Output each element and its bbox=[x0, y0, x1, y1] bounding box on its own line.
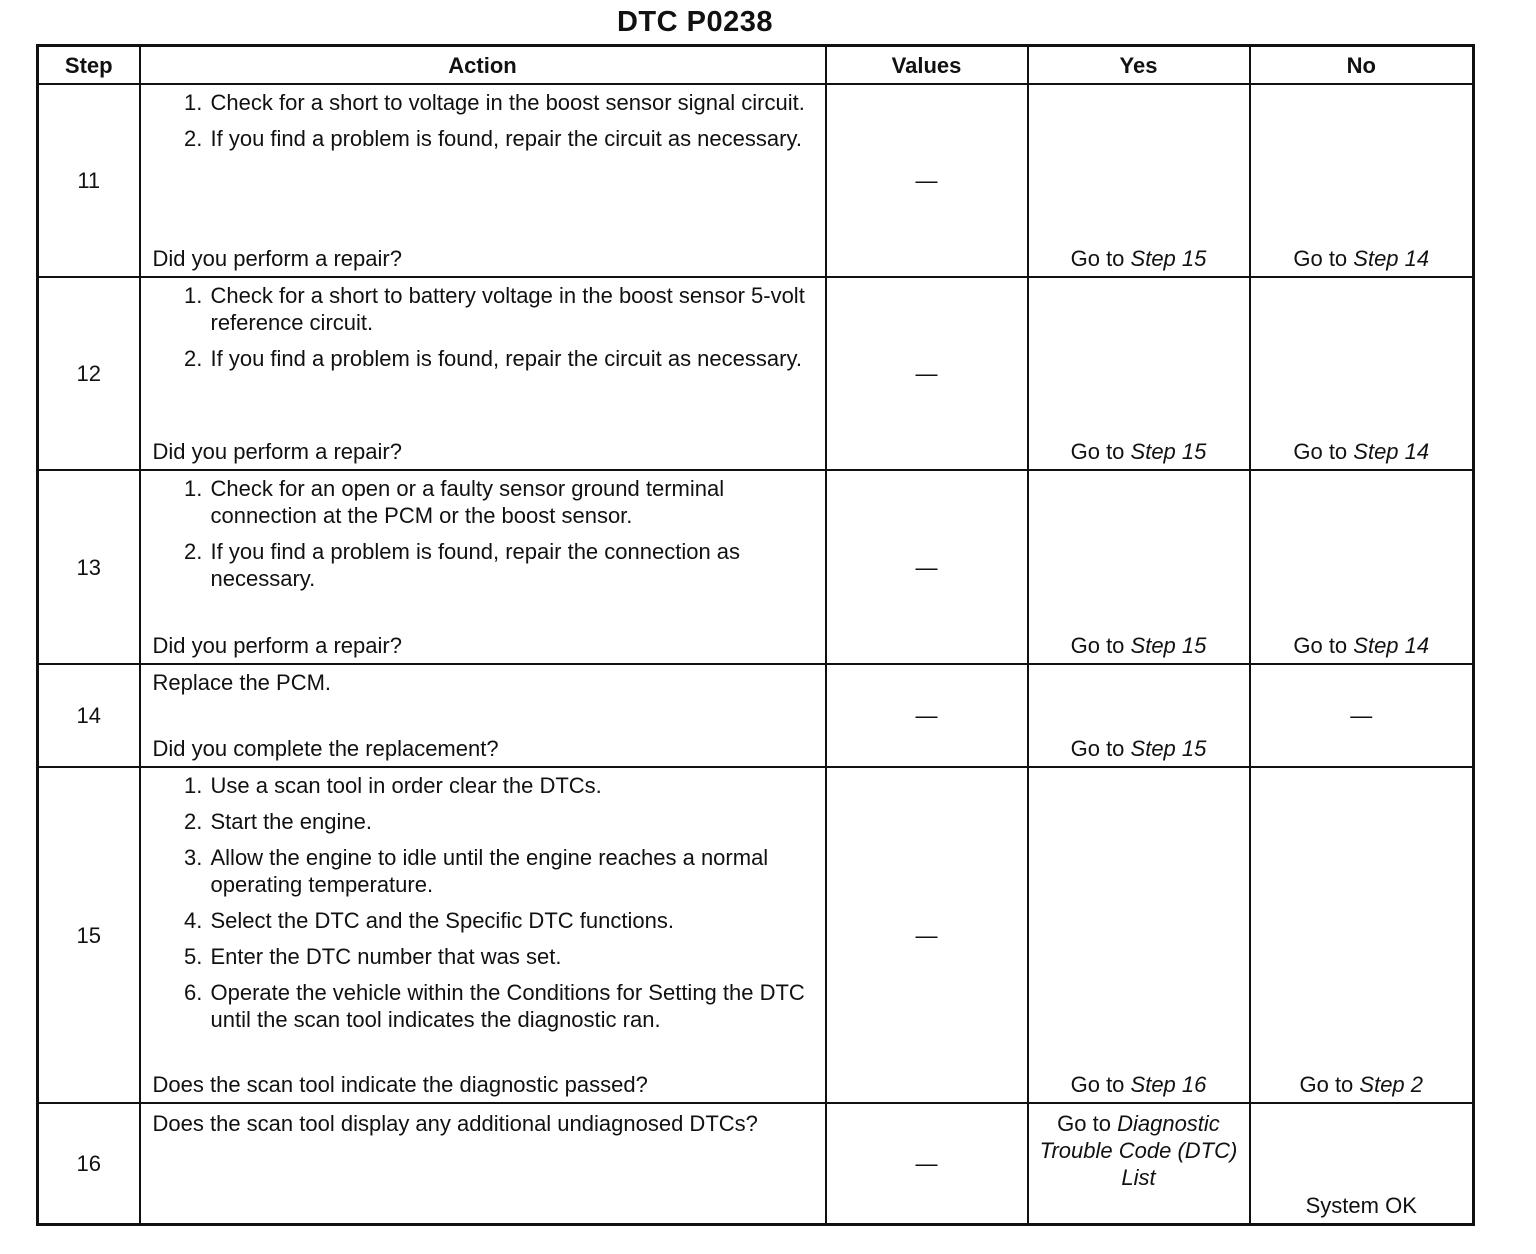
action-statement: Replace the PCM. bbox=[152, 670, 332, 695]
yes-prefix: Go to bbox=[1070, 1072, 1131, 1097]
no-step-link[interactable]: Step 14 bbox=[1353, 246, 1430, 271]
table-row bbox=[38, 84, 1474, 277]
action-item: 1. Check for a short to voltage in the boost sensor signal circuit. bbox=[209, 89, 815, 116]
no-cell bbox=[1250, 84, 1474, 277]
no-step-link[interactable]: Step 14 bbox=[1353, 633, 1430, 658]
yes-cell bbox=[1028, 470, 1250, 664]
table-row bbox=[38, 470, 1474, 664]
table-row bbox=[38, 1103, 1474, 1224]
action-item: 1. Use a scan tool in order clear the DTCs. bbox=[209, 772, 815, 799]
step-number: 14 bbox=[38, 664, 140, 767]
no-cell: System OK bbox=[1250, 1103, 1474, 1224]
table-row bbox=[38, 767, 1474, 1103]
yes-step-link[interactable]: Diagnostic Trouble Code (DTC) List bbox=[1039, 1111, 1238, 1190]
header-yes: Yes bbox=[1028, 46, 1250, 85]
step-number: 11 bbox=[38, 84, 140, 277]
action-item: 1. Check for an open or a faulty sensor ground terminal connection at the PCM or the boost sensor. bbox=[209, 475, 815, 529]
no-cell bbox=[1250, 767, 1474, 1103]
table-row bbox=[38, 277, 1474, 470]
action-question: Does the scan tool display any additional undiagnosed DTCs? bbox=[152, 1111, 758, 1136]
no-prefix: Go to bbox=[1293, 439, 1354, 464]
table-header-row bbox=[38, 46, 1474, 85]
action-item: 6. Operate the vehicle within the Conditions for Setting the DTC until the scan tool indicates the diagnostic ran. bbox=[209, 979, 815, 1033]
yes-step-link[interactable]: Step 15 bbox=[1130, 633, 1207, 658]
values-cell: — bbox=[826, 664, 1028, 767]
action-question: Did you perform a repair? bbox=[152, 633, 402, 658]
action-list bbox=[153, 772, 815, 1042]
step-number: 12 bbox=[38, 277, 140, 470]
action-item: 4. Select the DTC and the Specific DTC functions. bbox=[209, 907, 815, 934]
step-number: 16 bbox=[38, 1103, 140, 1224]
no-cell: — bbox=[1250, 664, 1474, 767]
table-row bbox=[38, 664, 1474, 767]
yes-step-link[interactable]: Step 15 bbox=[1130, 736, 1207, 761]
action-cell bbox=[140, 664, 826, 767]
action-question: Did you perform a repair? bbox=[152, 246, 402, 271]
yes-step-link[interactable]: Step 15 bbox=[1130, 439, 1207, 464]
header-values: Values bbox=[826, 46, 1028, 85]
values-cell: — bbox=[826, 470, 1028, 664]
header-action: Action bbox=[140, 46, 826, 85]
no-cell bbox=[1250, 470, 1474, 664]
no-step-link[interactable]: Step 14 bbox=[1353, 439, 1430, 464]
action-item: 1. Check for a short to battery voltage in the boost sensor 5-volt reference circuit. bbox=[209, 282, 815, 336]
action-list bbox=[153, 282, 815, 381]
action-cell bbox=[140, 277, 826, 470]
action-item: 2. If you find a problem is found, repair the connection as necessary. bbox=[209, 538, 815, 592]
values-cell: — bbox=[826, 1103, 1028, 1224]
no-step-link[interactable]: Step 2 bbox=[1359, 1072, 1424, 1097]
no-cell bbox=[1250, 277, 1474, 470]
yes-prefix: Go to bbox=[1070, 736, 1131, 761]
no-prefix: Go to bbox=[1293, 633, 1354, 658]
yes-cell bbox=[1028, 277, 1250, 470]
yes-cell bbox=[1028, 84, 1250, 277]
action-item: 2. If you find a problem is found, repair the circuit as necessary. bbox=[209, 125, 815, 152]
no-prefix: Go to bbox=[1293, 246, 1354, 271]
yes-prefix: Go to bbox=[1070, 246, 1131, 271]
page-title: DTC P0238 bbox=[616, 6, 773, 38]
yes-cell bbox=[1028, 664, 1250, 767]
yes-prefix: Go to bbox=[1070, 439, 1131, 464]
header-no: No bbox=[1250, 46, 1474, 85]
values-cell: — bbox=[826, 767, 1028, 1103]
yes-prefix: Go to bbox=[1057, 1111, 1118, 1136]
action-item: 2. Start the engine. bbox=[209, 808, 815, 835]
yes-step-link[interactable]: Step 15 bbox=[1130, 246, 1207, 271]
action-list bbox=[153, 475, 815, 601]
step-number: 15 bbox=[38, 767, 140, 1103]
yes-prefix: Go to bbox=[1070, 633, 1131, 658]
yes-step-link[interactable]: Step 16 bbox=[1130, 1072, 1207, 1097]
diagnostic-table bbox=[36, 44, 1475, 1226]
action-question: Did you complete the replacement? bbox=[152, 736, 499, 761]
action-question: Does the scan tool indicate the diagnostic passed? bbox=[152, 1072, 648, 1097]
action-list bbox=[153, 89, 815, 161]
values-cell: — bbox=[826, 277, 1028, 470]
action-item: 5. Enter the DTC number that was set. bbox=[209, 943, 815, 970]
action-cell bbox=[140, 767, 826, 1103]
header-step: Step bbox=[38, 46, 140, 85]
no-prefix: Go to bbox=[1299, 1072, 1360, 1097]
values-cell: — bbox=[826, 84, 1028, 277]
yes-cell bbox=[1028, 767, 1250, 1103]
action-cell bbox=[140, 1103, 826, 1224]
action-item: 3. Allow the engine to idle until the engine reaches a normal operating temperature. bbox=[209, 844, 815, 898]
action-question: Did you perform a repair? bbox=[152, 439, 402, 464]
action-cell bbox=[140, 470, 826, 664]
yes-cell bbox=[1028, 1103, 1250, 1224]
step-number: 13 bbox=[38, 470, 140, 664]
action-cell bbox=[140, 84, 826, 277]
action-item: 2. If you find a problem is found, repair the circuit as necessary. bbox=[209, 345, 815, 372]
